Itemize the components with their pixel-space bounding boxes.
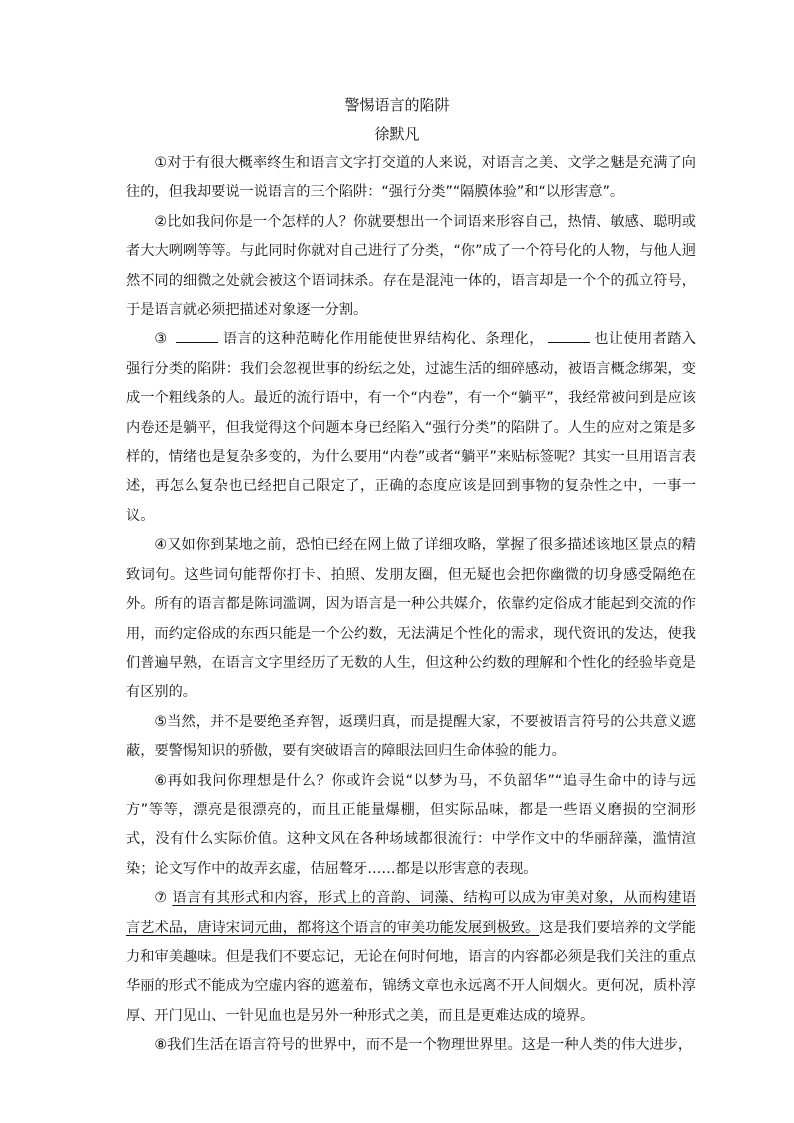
paragraph-7-number: ⑦ bbox=[154, 890, 173, 907]
paragraph-2: ②比如我问你是一个怎样的人？你就要想出一个词语来形容自己，热情、敏感、聪明或者大大咧咧等等。与此同时你就对自己进行了分类，“你”成了一个符号化的人物，与他人迥然不同的细微之处就会被这个语词抹杀。存在是混沌一体的，语言却是一个个的孤立符号，于是语言就必须把描述对象逐一分割。 bbox=[126, 213, 696, 319]
paragraph-6: ⑥再如我问你理想是什么？你或许会说“以梦为马，不负韶华”“追寻生命中的诗与远方”等等，漂亮是很漂亮的，而且正能量爆棚，但实际品味，都是一些语义磨损的空洞形式，没有什么实际价值。这种文风在各种场域都很流行：中学作文中的华丽辞藻，滥情渲染；论文写作中的故弄玄虚，佶屈聱牙……都是以形害意的表现。 bbox=[126, 772, 696, 877]
fill-blank-1[interactable] bbox=[176, 326, 218, 343]
paragraph-3 bbox=[126, 325, 696, 531]
paragraph-3-number: ③ bbox=[154, 331, 173, 348]
article-body bbox=[126, 149, 696, 1061]
paragraph-4: ④又如你到某地之前，恐怕已经在网上做了详细攻略，掌握了很多描述该地区景点的精致词句。这些词句能帮你打卡、拍照、发朋友圈，但无疑也会把你幽微的切身感受隔绝在外。所有的语言都是陈词滥调，因为语言是一种公共媒介，依靠约定俗成才能起到交流的作用，而约定俗成的东西只能是一个公约数，无法满足个性化的需求，现代资讯的发达，使我们普遍早熟，在语言文字里经历了无数的人生，但这种公约数的理解和个性化的经验毕竟是有区别的。 bbox=[126, 537, 696, 701]
fill-blank-2[interactable] bbox=[548, 326, 590, 343]
paragraph-3-middle: 语言的这种范畴化作用能使世界结构化、条理化， bbox=[222, 331, 544, 348]
paragraph-7-rest: 这是我们要培养的文学能力和审美趣味。但是我们不要忘记，无论在何时何地，语言的内容都必须是我们关注的重点华丽的形式不能成为空虚内容的遮羞布，锦绣文章也永远离不开人间烟火。更何况，质朴淳厚、开门见山、一针见血也是另外一种形式之美，而且是更难达成的境界。 bbox=[126, 919, 696, 1024]
underlined-sentence: 语言有其形式和内容，形式上的音韵、词藻、结构可以成为审美对象，从而构建语言艺术品，唐诗宋词元曲，都将这个语言的审美功能发展到极致。 bbox=[126, 890, 696, 936]
paragraph-3-rest: 也让使用者踏入强行分类的陷阱：我们会忽视世事的纷纭之处，过滤生活的细碎感动，被语言概念绑架，变成一个粗线条的人。最近的流行语中，有一个“内卷”，有一个“躺平”，我经常被问到是应该内卷还是躺平，但我觉得这个问题本身已经陷入“强行分类”的陷阱了。人生的应对之策是多样的，情绪也是复杂多变的，为什么要用“内卷”或者“躺平”来贴标签呢？其实一旦用语言表述，再怎么复杂也已经把自己限定了，正确的态度应该是回到事物的复杂性之中，一事一议。 bbox=[126, 331, 696, 524]
article-author: 徐默凡 bbox=[374, 125, 420, 143]
paragraph-5: ⑤当然，并不是要绝圣弃智，返璞归真，而是提醒大家，不要被语言符号的公共意义遮蔽，要警惕知识的骄傲，要有突破语言的障眼法回归生命体验的能力。 bbox=[126, 713, 696, 760]
paragraph-8: ⑧我们生活在语言符号的世界中，而不是一个物理世界里。这是一种人类的伟大进步， bbox=[154, 1037, 693, 1054]
paragraph-7 bbox=[126, 884, 696, 1031]
article-title: 警惕语言的陷阱 bbox=[344, 96, 450, 114]
paragraph-1: ①对于有很大概率终生和语言文字打交道的人来说，对语言之美、文学之魅是充满了向往的，但我却要说一说语言的三个陷阱：“强行分类”“隔膜体验”和“以形害意”。 bbox=[126, 155, 696, 201]
